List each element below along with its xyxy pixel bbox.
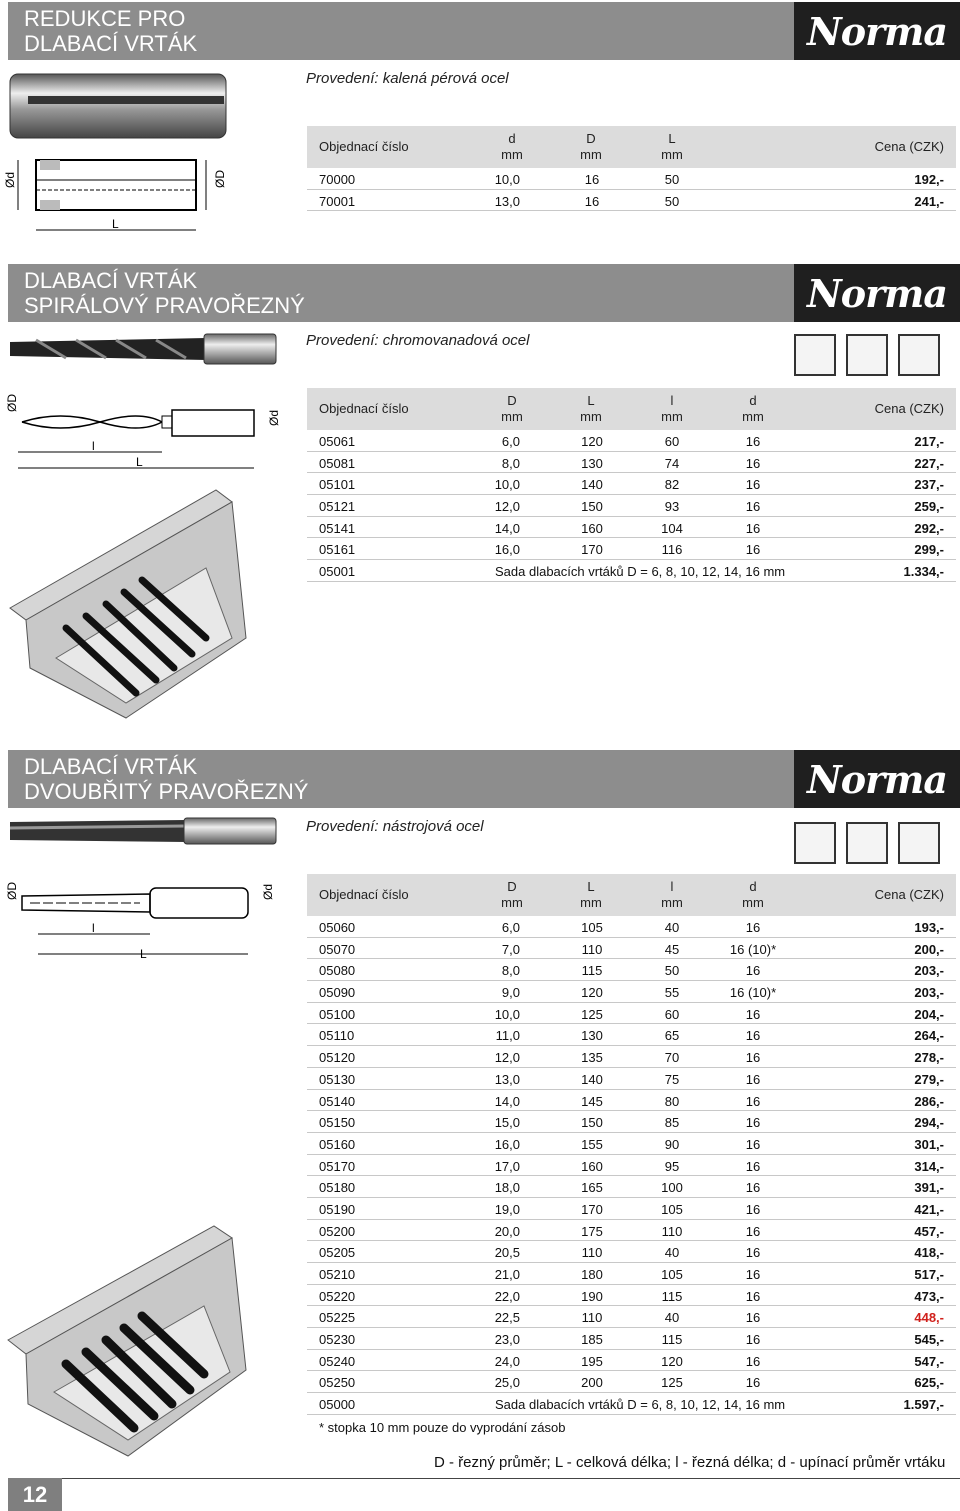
- cell-c: 100: [661, 1180, 683, 1196]
- section3-spec: Provedení: nástrojová ocel: [306, 818, 484, 835]
- spiral-drill-image: [6, 330, 280, 368]
- price: 473,-: [914, 1288, 944, 1304]
- table-row: [307, 1241, 956, 1263]
- table-row: [307, 1306, 956, 1328]
- table-row: [307, 1220, 956, 1242]
- cell-d: 16: [745, 1267, 761, 1282]
- table-row: [307, 1068, 956, 1090]
- cell-d: 16: [745, 1375, 761, 1391]
- table-row: [307, 1003, 956, 1025]
- cell-b: 170: [581, 542, 603, 558]
- cell-c: 80: [664, 1093, 680, 1109]
- table-row: [307, 1285, 956, 1307]
- price: 457,-: [914, 1223, 944, 1239]
- order-number: 05090: [319, 985, 356, 1001]
- section2-table: [307, 388, 956, 582]
- cell-d: 16: [745, 1158, 761, 1174]
- dim-L-label: L: [136, 455, 143, 469]
- cell-b: 140: [581, 1071, 603, 1087]
- norma-logo: [794, 750, 960, 808]
- table-row: [307, 168, 956, 190]
- dim-D-label: ØD: [213, 170, 227, 188]
- cell-c: 40: [664, 920, 680, 935]
- section3-header: [8, 750, 960, 808]
- price: 421,-: [914, 1201, 944, 1217]
- norma-logo-text: Norma: [807, 756, 947, 802]
- col-L: L mm: [580, 393, 602, 424]
- section1-spec: Provedení: kalená pérová ocel: [306, 70, 509, 87]
- col-D: D mm: [501, 879, 523, 910]
- table-row: [307, 495, 956, 517]
- cell-b: 200: [581, 1375, 603, 1391]
- price: 192,-: [914, 172, 944, 187]
- cell-c: 60: [664, 434, 680, 449]
- price: 517,-: [914, 1267, 944, 1282]
- cell-a: 9,0: [501, 985, 520, 1001]
- price: 294,-: [914, 1115, 944, 1131]
- cell-a: 10,0: [494, 1006, 520, 1022]
- cell-b: 145: [581, 1093, 603, 1109]
- section3-table: [307, 874, 956, 1415]
- table-row: [307, 981, 956, 1003]
- order-number: 05100: [319, 1006, 356, 1022]
- cell-c: 75: [664, 1071, 680, 1087]
- cell-d: 16: [745, 1180, 761, 1196]
- cell-c: 115: [661, 1288, 683, 1304]
- cell-b: 175: [581, 1223, 603, 1239]
- cell-c: 74: [664, 455, 680, 471]
- price: 259,-: [914, 499, 944, 515]
- order-number: 05121: [319, 499, 356, 515]
- table-row: [307, 1176, 956, 1198]
- cell-d: 16: [745, 499, 761, 515]
- cell-a: 8,0: [501, 455, 520, 471]
- dim-l-label: l: [92, 439, 95, 453]
- price: 547,-: [914, 1353, 944, 1369]
- cell-c: 40: [664, 1310, 680, 1326]
- dim-D-label: ØD: [5, 394, 19, 412]
- col-d: d mm: [501, 131, 523, 162]
- cell-b: 110: [581, 1310, 603, 1326]
- order-number: 05081: [319, 455, 356, 471]
- cell-b: 130: [581, 455, 603, 471]
- order-number: 05060: [319, 920, 356, 935]
- cell-b: 190: [581, 1288, 603, 1304]
- price: 217,-: [914, 434, 944, 449]
- page-number: 12: [8, 1478, 62, 1511]
- table-row: [307, 916, 956, 938]
- cell-c: 116: [661, 542, 683, 558]
- price: 203,-: [914, 985, 944, 1001]
- set-description: Sada dlabacích vrtáků D = 6, 8, 10, 12, 14, 16 mm: [495, 564, 786, 580]
- cell-c: 40: [664, 1245, 680, 1261]
- cell-b: 155: [581, 1136, 603, 1152]
- table-row: [307, 1133, 956, 1155]
- order-number: 05190: [319, 1201, 356, 1217]
- cell-b: 115: [581, 963, 603, 979]
- col-order-number: Objednací číslo: [319, 887, 409, 902]
- price: 418,-: [914, 1245, 944, 1261]
- order-number: 05141: [319, 520, 356, 536]
- section1-title-line1: REDUKCE PRO: [24, 6, 186, 31]
- cell-b: 105: [581, 920, 603, 935]
- drill-set-box-image-1: [6, 488, 252, 734]
- cell-b: 185: [581, 1332, 603, 1348]
- cell-d: 16: [745, 1353, 761, 1369]
- cell-a: 25,0: [494, 1375, 520, 1391]
- cell-d: 16: [745, 477, 761, 493]
- order-number: 05170: [319, 1158, 356, 1174]
- dim-d-label: Ød: [261, 883, 275, 900]
- dim-L-label: L: [112, 217, 119, 231]
- cell-c: 50: [664, 963, 680, 979]
- cell-c: 95: [664, 1158, 680, 1174]
- cutter-icon: [898, 334, 940, 376]
- cell-a: 21,0: [494, 1267, 520, 1282]
- cell-b: 110: [581, 941, 603, 957]
- col-l: l mm: [661, 879, 683, 910]
- drill-set-box-image-2: [4, 1220, 260, 1476]
- price: 204,-: [914, 1006, 944, 1022]
- mortise-machine-icon: [794, 822, 836, 864]
- section2-title-line1: DLABACÍ VRTÁK: [24, 268, 198, 293]
- section1-table-header: [307, 126, 956, 168]
- order-number: 05225: [319, 1310, 356, 1326]
- cell-d: 16: [745, 1288, 761, 1304]
- order-number: 05230: [319, 1332, 356, 1348]
- col-D: D mm: [580, 131, 602, 162]
- cell-c: 120: [661, 1353, 683, 1369]
- cell-a: 22,5: [494, 1310, 520, 1326]
- cell-b: 110: [581, 1245, 603, 1261]
- col-order-number: Objednací číslo: [319, 401, 409, 416]
- two-flute-drill-drawing: [0, 870, 290, 970]
- cell-d: 16: [745, 455, 761, 471]
- cell-c: 104: [661, 520, 683, 536]
- section2-header: [8, 264, 960, 322]
- table-row: [307, 1371, 956, 1393]
- section2-title: [8, 264, 794, 322]
- reducer-sleeve-drawing: [0, 152, 232, 236]
- order-number: 05161: [319, 542, 356, 558]
- price: 241,-: [914, 193, 944, 209]
- norma-logo-text: Norma: [807, 8, 947, 54]
- cell-b: 125: [581, 1006, 603, 1022]
- section1-title: [8, 2, 794, 60]
- cell-a: 6,0: [501, 434, 520, 449]
- cell-b: 160: [581, 1158, 603, 1174]
- cell-a: 16,0: [494, 1136, 520, 1152]
- order-number: 05250: [319, 1375, 356, 1391]
- cell-b: 16: [584, 172, 600, 187]
- table-row: [307, 1111, 956, 1133]
- order-number: 05180: [319, 1180, 356, 1196]
- price: 625,-: [914, 1375, 944, 1391]
- cell-a: 7,0: [501, 941, 520, 957]
- price: 193,-: [914, 920, 944, 935]
- norma-logo: [794, 2, 960, 60]
- cell-b: 195: [581, 1353, 603, 1369]
- cell-d: 16: [745, 1332, 761, 1348]
- cell-a: 16,0: [494, 542, 520, 558]
- section3-table-header: [307, 874, 956, 916]
- price: 279,-: [914, 1071, 944, 1087]
- dim-D-label: ØD: [5, 882, 19, 900]
- cell-a: 13,0: [494, 193, 520, 209]
- cutter-icon: [898, 822, 940, 864]
- order-number: 05061: [319, 434, 356, 449]
- two-flute-drill-image: [6, 814, 280, 848]
- cell-d: 16: [745, 1050, 761, 1066]
- cell-d: 16: [745, 1201, 761, 1217]
- cell-c: 90: [664, 1136, 680, 1152]
- order-number: 05240: [319, 1353, 356, 1369]
- price: 299,-: [914, 542, 944, 558]
- section3-title: [8, 750, 794, 808]
- set-description: Sada dlabacích vrtáků D = 6, 8, 10, 12, 14, 16 mm: [495, 1397, 786, 1413]
- price: 545,-: [914, 1332, 944, 1348]
- order-number: 05070: [319, 941, 356, 957]
- cell-d: 16 (10)*: [729, 985, 777, 1001]
- section3-title-line2: DVOUBŘITÝ PRAVOŘEZNÝ: [24, 779, 309, 804]
- cell-d: 16: [745, 1136, 761, 1152]
- order-number: 05150: [319, 1115, 356, 1131]
- section1-table: [307, 126, 956, 211]
- order-number: 05140: [319, 1093, 356, 1109]
- order-number: 05000: [319, 1397, 356, 1413]
- section2-spec: Provedení: chromovanadová ocel: [306, 332, 530, 349]
- price: 227,-: [914, 455, 944, 471]
- order-number: 05160: [319, 1136, 356, 1152]
- dimension-legend: D - řezný průměr; L - celková délka; l - řezná délka; d - upínací průměr vrtáku: [434, 1454, 946, 1471]
- cell-b: 16: [584, 193, 600, 209]
- cell-c: 60: [664, 1006, 680, 1022]
- section2-title-line2: SPIRÁLOVÝ PRAVOŘEZNÝ: [24, 293, 305, 318]
- table-row: [307, 1198, 956, 1220]
- cell-c: 105: [661, 1201, 683, 1217]
- dim-l-label: l: [92, 921, 95, 935]
- price: 278,-: [914, 1050, 944, 1066]
- cell-c: 55: [664, 985, 680, 1001]
- order-number: 05200: [319, 1223, 356, 1239]
- cell-d: 16: [745, 520, 761, 536]
- cell-b: 130: [581, 1028, 603, 1044]
- cell-b: 160: [581, 520, 603, 536]
- cell-a: 6,0: [501, 920, 520, 935]
- cell-c: 50: [664, 193, 680, 209]
- order-number: 05130: [319, 1071, 356, 1087]
- col-order-number: Objednací číslo: [319, 139, 409, 154]
- cell-d: 16 (10)*: [729, 941, 777, 957]
- cell-d: 16: [745, 1223, 761, 1239]
- cell-a: 15,0: [494, 1115, 520, 1131]
- order-number: 05001: [319, 564, 356, 580]
- cell-c: 82: [664, 477, 680, 493]
- hand-guide-icon: [846, 822, 888, 864]
- cell-a: 24,0: [494, 1353, 520, 1369]
- table-row: [307, 938, 956, 960]
- set-row: [307, 560, 956, 582]
- cell-b: 180: [581, 1267, 603, 1282]
- table-row: [307, 1155, 956, 1177]
- section3-title-line1: DLABACÍ VRTÁK: [24, 754, 198, 779]
- table-row: [307, 430, 956, 452]
- mortise-machine-icon: [794, 334, 836, 376]
- dim-d-label: Ød: [267, 409, 281, 426]
- order-number: 05220: [319, 1288, 356, 1304]
- hand-guide-icon: [846, 334, 888, 376]
- cell-a: 19,0: [494, 1201, 520, 1217]
- order-number: 05120: [319, 1050, 356, 1066]
- cell-c: 65: [664, 1028, 680, 1044]
- cell-a: 11,0: [495, 1028, 520, 1044]
- cell-d: 16: [745, 1028, 761, 1044]
- cell-b: 165: [581, 1180, 603, 1196]
- price: 391,-: [914, 1180, 944, 1196]
- cell-d: 16: [745, 920, 761, 935]
- reducer-sleeve-image: [8, 70, 230, 142]
- section3-usage-icons: [794, 822, 940, 864]
- table-row: [307, 452, 956, 474]
- price: 314,-: [914, 1158, 944, 1174]
- cell-a: 18,0: [494, 1180, 520, 1196]
- price: 1.597,-: [903, 1397, 944, 1413]
- cell-c: 105: [661, 1267, 683, 1282]
- section1-title-line2: DLABACÍ VRTÁK: [24, 31, 198, 56]
- col-L: L mm: [661, 131, 683, 162]
- cell-b: 135: [581, 1050, 603, 1066]
- cell-c: 45: [664, 941, 680, 957]
- order-number: 05110: [319, 1028, 355, 1044]
- col-d: d mm: [742, 393, 764, 424]
- col-price: Cena (CZK): [874, 139, 944, 154]
- cell-b: 120: [581, 985, 603, 1001]
- price: 1.334,-: [903, 564, 944, 580]
- order-number: 05210: [319, 1267, 356, 1282]
- cell-a: 12,0: [494, 1050, 520, 1066]
- col-l: l mm: [661, 393, 683, 424]
- cell-c: 115: [661, 1332, 683, 1348]
- cell-a: 20,5: [494, 1245, 520, 1261]
- price: 200,-: [914, 941, 944, 957]
- price: 448,-: [914, 1310, 944, 1326]
- section2-table-header: [307, 388, 956, 430]
- table-row: [307, 473, 956, 495]
- cell-a: 14,0: [494, 520, 520, 536]
- price: 203,-: [914, 963, 944, 979]
- cell-b: 150: [581, 1115, 603, 1131]
- cell-d: 16: [745, 434, 761, 449]
- col-d: d mm: [742, 879, 764, 910]
- cell-a: 8,0: [501, 963, 520, 979]
- spiral-drill-drawing: [0, 386, 290, 486]
- col-D: D mm: [501, 393, 523, 424]
- price: 292,-: [914, 520, 944, 536]
- cell-c: 85: [664, 1115, 680, 1131]
- order-number: 05080: [319, 963, 356, 979]
- cell-a: 20,0: [494, 1223, 520, 1239]
- cell-a: 10,0: [494, 172, 520, 187]
- cell-c: 50: [664, 172, 680, 187]
- footnote: * stopka 10 mm pouze do vyprodání zásob: [319, 1420, 566, 1435]
- price: 301,-: [914, 1136, 944, 1152]
- table-row: [307, 1024, 956, 1046]
- price: 264,-: [914, 1028, 944, 1044]
- table-row: [307, 190, 956, 212]
- cell-a: 22,0: [494, 1288, 520, 1304]
- cell-a: 23,0: [494, 1332, 520, 1348]
- cell-d: 16: [745, 1093, 761, 1109]
- norma-logo-text: Norma: [807, 270, 947, 316]
- cell-a: 17,0: [494, 1158, 520, 1174]
- cell-b: 170: [581, 1201, 603, 1217]
- table-row: [307, 1263, 956, 1285]
- table-row: [307, 517, 956, 539]
- set-row: [307, 1393, 956, 1415]
- cell-c: 125: [661, 1375, 683, 1391]
- dim-d-label: Ød: [3, 171, 17, 188]
- table-row: [307, 1328, 956, 1350]
- cell-c: 110: [661, 1223, 683, 1239]
- cell-b: 150: [581, 499, 603, 515]
- cell-d: 16: [745, 1071, 761, 1087]
- col-L: L mm: [580, 879, 602, 910]
- table-row: [307, 538, 956, 560]
- section1-header: [8, 2, 960, 60]
- cell-a: 13,0: [494, 1071, 520, 1087]
- cell-d: 16: [745, 1310, 761, 1326]
- col-price: Cena (CZK): [874, 401, 944, 416]
- cell-d: 16: [745, 1115, 761, 1131]
- section2-usage-icons: [794, 334, 940, 376]
- price: 286,-: [914, 1093, 944, 1109]
- cell-a: 10,0: [494, 477, 520, 493]
- cell-b: 140: [581, 477, 603, 493]
- cell-b: 120: [581, 434, 603, 449]
- table-row: [307, 1350, 956, 1372]
- order-number: 70001: [319, 193, 356, 209]
- cell-c: 70: [664, 1050, 680, 1066]
- order-number: 05101: [319, 477, 356, 493]
- footer-rule: [62, 1478, 960, 1479]
- cell-a: 14,0: [494, 1093, 520, 1109]
- cell-a: 12,0: [494, 499, 520, 515]
- order-number: 05205: [319, 1245, 356, 1261]
- dim-L-label: L: [140, 947, 147, 961]
- cell-d: 16: [745, 1245, 761, 1261]
- col-price: Cena (CZK): [874, 887, 944, 902]
- table-row: [307, 959, 956, 981]
- cell-c: 93: [664, 499, 680, 515]
- order-number: 70000: [319, 172, 356, 187]
- cell-d: 16: [745, 1006, 761, 1022]
- norma-logo: [794, 264, 960, 322]
- cell-d: 16: [745, 542, 761, 558]
- price: 237,-: [914, 477, 944, 493]
- table-row: [307, 1090, 956, 1112]
- table-row: [307, 1046, 956, 1068]
- cell-d: 16: [745, 963, 761, 979]
